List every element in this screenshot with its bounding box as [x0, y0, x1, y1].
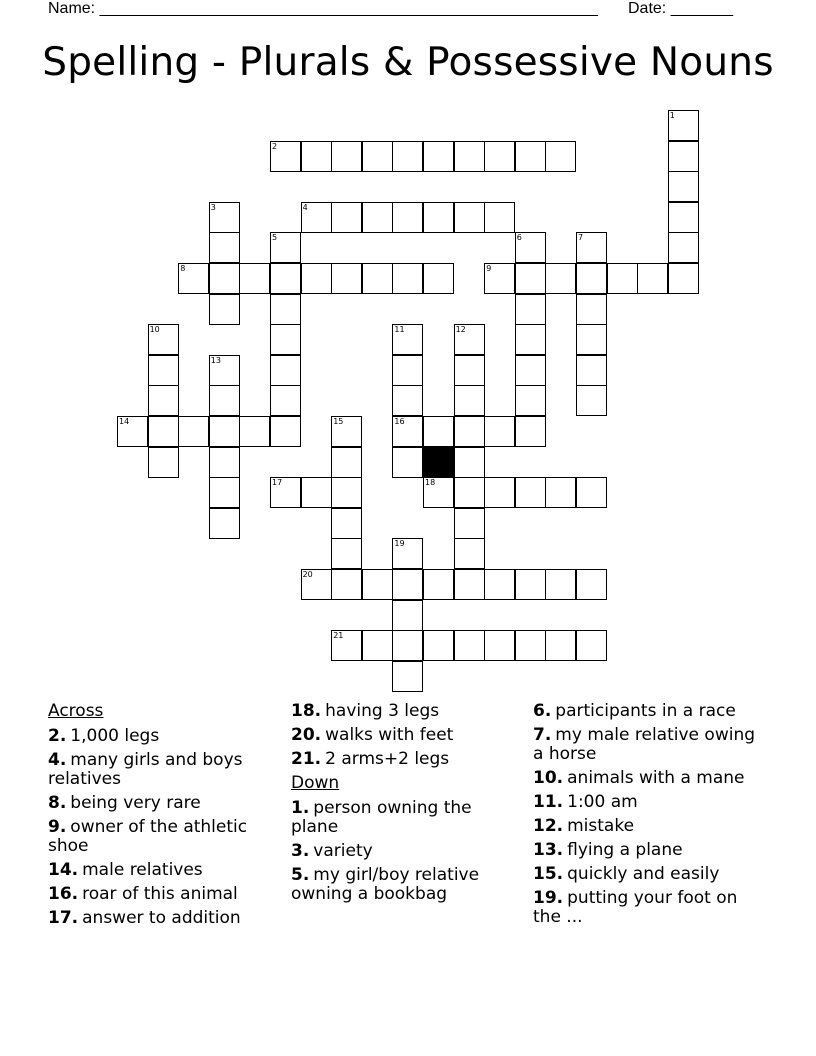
cell-number: 9 — [486, 264, 492, 273]
clue-number: 15. — [533, 864, 564, 884]
grid-cell[interactable] — [454, 569, 485, 600]
grid-cell[interactable] — [331, 416, 362, 447]
grid-cell[interactable] — [423, 477, 454, 508]
clue-text: animals with a mane — [567, 768, 745, 788]
clue-column-3 — [533, 702, 769, 932]
grid-cell[interactable] — [392, 202, 423, 233]
grid-cell[interactable] — [301, 202, 332, 233]
grid-cell[interactable] — [270, 232, 301, 263]
clue-number: 5. — [291, 865, 310, 885]
across-clue — [48, 794, 273, 813]
grid-cell[interactable] — [545, 630, 576, 661]
clue-number: 19. — [533, 888, 564, 908]
cell-number: 5 — [272, 233, 278, 243]
grid-cell[interactable] — [576, 630, 607, 661]
clue-number: 6. — [533, 701, 552, 721]
grid-cell[interactable] — [331, 477, 362, 508]
grid-cell[interactable] — [454, 508, 485, 539]
grid-cell[interactable] — [392, 661, 423, 692]
grid-cell[interactable] — [362, 569, 393, 600]
clue-text: quickly and easily — [567, 864, 720, 884]
grid-cell[interactable] — [668, 171, 699, 202]
grid-cell[interactable] — [209, 477, 240, 508]
clue-text: answer to addition — [82, 908, 241, 928]
grid-cell[interactable] — [209, 232, 240, 263]
across-clue — [48, 861, 273, 880]
cell-number: 3 — [210, 202, 216, 212]
clue-text: having 3 legs — [325, 701, 440, 721]
cell-number: 14 — [119, 417, 130, 426]
grid-cell[interactable] — [515, 232, 546, 263]
clue-text: walks with feet — [325, 725, 454, 745]
grid-cell[interactable] — [331, 538, 362, 569]
grid-cell[interactable] — [545, 477, 576, 508]
grid-cell[interactable] — [392, 447, 423, 478]
clue-text: roar of this animal — [82, 884, 238, 904]
clue-number: 16. — [48, 884, 79, 904]
grid-cell[interactable] — [484, 141, 515, 172]
grid-cell[interactable] — [576, 355, 607, 386]
grid-cell[interactable] — [454, 324, 485, 355]
grid-cell[interactable] — [454, 355, 485, 386]
grid-cell[interactable] — [515, 263, 546, 294]
clue-text: 2 arms+2 legs — [325, 749, 450, 769]
clue-number: 2. — [48, 726, 67, 746]
clue-number: 10. — [533, 768, 564, 788]
grid-cell[interactable] — [270, 294, 301, 325]
grid-cell[interactable] — [515, 630, 546, 661]
cell-number: 2 — [272, 141, 278, 151]
clue-number: 1. — [291, 798, 310, 818]
grid-cell[interactable] — [576, 294, 607, 325]
grid-cell[interactable] — [545, 569, 576, 600]
cell-number: 10 — [149, 325, 160, 335]
grid-cell[interactable] — [515, 569, 546, 600]
across-clue — [48, 885, 273, 904]
grid-cell[interactable] — [454, 385, 485, 416]
grid-cell[interactable] — [423, 569, 454, 600]
grid-cell[interactable] — [576, 324, 607, 355]
across-clue — [291, 726, 519, 745]
grid-cell[interactable] — [301, 141, 332, 172]
clue-number: 21. — [291, 749, 322, 769]
grid-cell[interactable] — [454, 416, 485, 447]
clue-column-1 — [48, 702, 273, 933]
clue-number: 7. — [533, 725, 552, 745]
grid-cell[interactable] — [545, 141, 576, 172]
grid-cell[interactable] — [148, 447, 179, 478]
grid-cell[interactable] — [301, 477, 332, 508]
clue-number: 4. — [48, 750, 67, 770]
grid-cell[interactable] — [209, 416, 240, 447]
grid-cell[interactable] — [270, 141, 301, 172]
grid-cell[interactable] — [668, 232, 699, 263]
grid-cell[interactable] — [392, 569, 423, 600]
down-clue — [533, 889, 769, 927]
grid-cell[interactable] — [668, 141, 699, 172]
clue-text: many girls and boys relatives — [48, 750, 243, 789]
grid-cell[interactable] — [637, 263, 668, 294]
grid-cell[interactable] — [209, 202, 240, 233]
across-clue — [48, 909, 273, 928]
down-clue — [533, 769, 769, 788]
clue-number: 3. — [291, 841, 310, 861]
cell-number: 21 — [333, 631, 344, 641]
grid-cell[interactable] — [270, 263, 301, 294]
grid-cell[interactable] — [668, 110, 699, 141]
down-clue — [291, 866, 519, 904]
grid-cell[interactable] — [392, 630, 423, 661]
black-square — [423, 447, 454, 478]
grid-cell[interactable] — [362, 263, 393, 294]
grid-cell[interactable] — [576, 477, 607, 508]
grid-cell[interactable] — [148, 355, 179, 386]
cell-number: 13 — [210, 355, 221, 365]
grid-cell[interactable] — [545, 263, 576, 294]
cell-number: 1 — [669, 111, 675, 120]
grid-cell[interactable] — [270, 416, 301, 447]
grid-cell[interactable] — [239, 416, 270, 447]
grid-cell[interactable] — [331, 202, 362, 233]
clue-number: 9. — [48, 817, 67, 837]
grid-cell[interactable] — [484, 416, 515, 447]
grid-cell[interactable] — [454, 477, 485, 508]
cell-number: 20 — [302, 570, 313, 579]
across-clue — [291, 750, 519, 769]
grid-cell[interactable] — [576, 232, 607, 263]
clue-text: putting your foot on the ... — [533, 888, 738, 927]
grid-cell[interactable] — [392, 355, 423, 386]
clue-number: 20. — [291, 725, 322, 745]
grid-cell[interactable] — [454, 447, 485, 478]
cell-number: 16 — [394, 417, 405, 426]
clue-number: 8. — [48, 793, 67, 813]
grid-cell[interactable] — [148, 416, 179, 447]
grid-cell[interactable] — [423, 416, 454, 447]
down-clue — [533, 865, 769, 884]
grid-cell[interactable] — [454, 141, 485, 172]
grid-cell[interactable] — [301, 569, 332, 600]
across-clue — [48, 751, 273, 789]
grid-cell[interactable] — [515, 355, 546, 386]
grid-cell[interactable] — [515, 416, 546, 447]
cell-number: 11 — [394, 325, 405, 335]
grid-cell[interactable] — [117, 416, 148, 447]
grid-cell[interactable] — [392, 538, 423, 569]
grid-cell[interactable] — [392, 263, 423, 294]
grid-cell[interactable] — [392, 324, 423, 355]
cell-number: 12 — [455, 325, 466, 335]
grid-cell[interactable] — [484, 569, 515, 600]
page-title: Spelling - Plurals & Possessive Nouns — [42, 40, 774, 85]
cell-number: 17 — [272, 478, 283, 488]
grid-cell[interactable] — [301, 263, 332, 294]
grid-cell[interactable] — [454, 630, 485, 661]
grid-cell[interactable] — [209, 508, 240, 539]
down-clue — [533, 793, 769, 812]
down-clue — [291, 799, 519, 837]
grid-cell[interactable] — [331, 263, 362, 294]
grid-cell[interactable] — [331, 569, 362, 600]
clue-number: 18. — [291, 701, 322, 721]
down-clue — [533, 817, 769, 836]
clue-number: 11. — [533, 792, 564, 812]
grid-cell[interactable] — [576, 385, 607, 416]
grid-cell[interactable] — [178, 263, 209, 294]
grid-cell[interactable] — [209, 447, 240, 478]
grid-cell[interactable] — [515, 324, 546, 355]
grid-cell[interactable] — [331, 141, 362, 172]
grid-cell[interactable] — [148, 385, 179, 416]
grid-cell[interactable] — [178, 416, 209, 447]
clue-text: male relatives — [82, 860, 203, 880]
grid-cell[interactable] — [148, 324, 179, 355]
down-clue — [291, 842, 519, 861]
grid-cell[interactable] — [392, 385, 423, 416]
clue-text: variety — [313, 841, 373, 861]
grid-cell[interactable] — [270, 477, 301, 508]
cell-number: 15 — [333, 417, 344, 426]
grid-cell[interactable] — [515, 141, 546, 172]
grid-cell[interactable] — [484, 630, 515, 661]
clue-text: flying a plane — [567, 840, 683, 860]
grid-cell[interactable] — [423, 141, 454, 172]
clue-text: my girl/boy relative owning a bookbag — [291, 865, 480, 904]
grid-cell[interactable] — [209, 355, 240, 386]
clue-column-2 — [291, 702, 519, 909]
grid-cell[interactable] — [331, 508, 362, 539]
cell-number: 4 — [302, 202, 308, 212]
cell-number: 19 — [394, 539, 405, 549]
grid-cell[interactable] — [607, 263, 638, 294]
grid-cell[interactable] — [484, 263, 515, 294]
cell-number: 18 — [425, 478, 436, 488]
clue-text: participants in a race — [555, 701, 736, 721]
grid-cell[interactable] — [515, 385, 546, 416]
grid-cell[interactable] — [270, 324, 301, 355]
clue-number: 13. — [533, 840, 564, 860]
across-clue — [48, 727, 273, 746]
clue-text: 1,000 legs — [70, 726, 160, 746]
clue-text: 1:00 am — [567, 792, 638, 812]
grid-cell[interactable] — [454, 202, 485, 233]
grid-cell[interactable] — [668, 202, 699, 233]
across-clue — [48, 818, 273, 856]
cell-number: 8 — [180, 264, 186, 273]
cell-number: 6 — [516, 233, 522, 243]
grid-cell[interactable] — [423, 202, 454, 233]
grid-cell[interactable] — [484, 477, 515, 508]
grid-cell[interactable] — [209, 263, 240, 294]
grid-cell[interactable] — [576, 569, 607, 600]
clue-text: being very rare — [70, 793, 201, 813]
clue-number: 12. — [533, 816, 564, 836]
clue-number: 17. — [48, 908, 79, 928]
grid-cell[interactable] — [423, 630, 454, 661]
clue-text: person owning the plane — [291, 798, 472, 837]
grid-cell[interactable] — [515, 477, 546, 508]
grid-cell[interactable] — [362, 630, 393, 661]
down-clue — [533, 702, 769, 721]
across-heading: Across — [48, 701, 104, 721]
clue-number: 14. — [48, 860, 79, 880]
down-heading: Down — [291, 773, 340, 793]
down-clue — [533, 841, 769, 860]
grid-cell[interactable] — [209, 385, 240, 416]
cell-number: 7 — [578, 233, 584, 243]
grid-cell[interactable] — [392, 416, 423, 447]
grid-cell[interactable] — [270, 355, 301, 386]
grid-cell[interactable] — [362, 202, 393, 233]
name-field[interactable]: Name: ________________________________________________________ — [48, 0, 598, 17]
grid-cell[interactable] — [423, 263, 454, 294]
grid-cell[interactable] — [668, 263, 699, 294]
clue-text: my male relative owing a horse — [533, 725, 756, 764]
across-clue — [291, 702, 519, 721]
grid-cell[interactable] — [576, 263, 607, 294]
clue-text: mistake — [567, 816, 635, 836]
grid-cell[interactable] — [392, 141, 423, 172]
grid-cell[interactable] — [331, 447, 362, 478]
down-clue — [533, 726, 769, 764]
grid-cell[interactable] — [331, 630, 362, 661]
grid-cell[interactable] — [209, 294, 240, 325]
grid-cell[interactable] — [270, 385, 301, 416]
grid-cell[interactable] — [239, 263, 270, 294]
grid-cell[interactable] — [392, 600, 423, 631]
clue-text: owner of the athletic shoe — [48, 817, 248, 856]
grid-cell[interactable] — [484, 202, 515, 233]
grid-cell[interactable] — [362, 141, 393, 172]
date-field[interactable]: Date: _______ — [628, 0, 733, 17]
grid-cell[interactable] — [515, 294, 546, 325]
grid-cell[interactable] — [454, 538, 485, 569]
